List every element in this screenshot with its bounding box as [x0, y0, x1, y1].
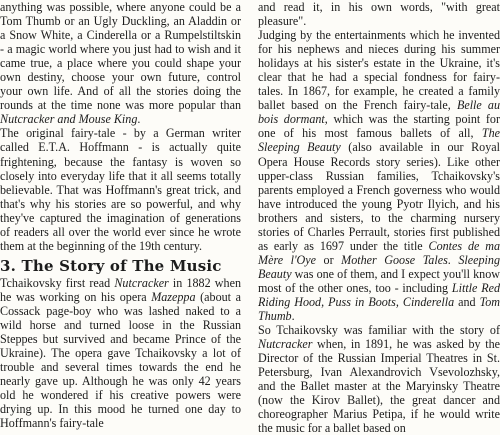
text-run: (about a Cossack page-boy who was lashed naked to a wild horse and turned loose in the Russian Steppes but survived and became Prince of the Ukraine). The opera gave Tchaikovsky a lot of trouble and several times towards the end he nearly gave up. Although he was only 42 years old he wondered if his creative powers were drying up. In this mood he turned one day to Hoffmann's fairy-tale	[0, 289, 241, 431]
text-run: (also available in our Royal Opera House Records story series). Like other upper-class Russian families, Tchaikovsky's parents employed a French governess who would have introduced the young Pyotr Ilyich, and his brothers and sisters, to the charming nursery stories of Charles Perrault, stories first published as early as 1697 under the title	[258, 140, 500, 253]
text-run: , which was the starting point for one of his most famous ballets of all,	[258, 112, 500, 141]
title-italic: Nutcracker	[258, 337, 313, 352]
title-italic: Sleeping Beauty	[258, 252, 500, 281]
text-run: when, in 1891, he was asked by the Director of the Russian Imperial Theatres in St. Petersburg, Ivan Alexandrovich Vsevolozhsky, and the Ballet master at the Maryinsky Theatre (now the Kirov Ballet), the great dancer and choreographer Marius Petipa, if he would write the music for a ballet based on	[258, 337, 500, 435]
paragraph	[258, 323, 500, 435]
text-run: was one of them, and I expect you'll know most of the other ones, too - including	[258, 266, 500, 295]
text-run: .	[291, 309, 295, 324]
section-heading: 3. The Story of The Music	[0, 256, 222, 275]
right-column	[258, 0, 500, 435]
title-italic: Contes de ma Mère l'Oye	[258, 238, 500, 267]
title-italic: Little Red Riding Hood, Puss in Boots, Cinderella	[258, 280, 500, 309]
left-column	[0, 0, 241, 430]
paragraph: The original fairy-tale - by a German writer called E.T.A. Hoffmann - is actually quite frightening, because the fantasy is woven so closely into everyday life that it all seems totally believable. That was Hoffmann's great trick, and that's why his stories are so powerful, and why they've captured the imagination of generations of readers all over the world ever since he wrote them at the beginning of the 19th century.	[0, 126, 241, 253]
text-run: .	[137, 112, 141, 127]
title-italic: Nutcracker and Mouse King	[0, 112, 138, 127]
title-italic: Mazeppa	[151, 289, 196, 304]
text-run: anything was possible, where anyone could be a Tom Thumb or an Ugly Duckling, an Aladdin or a Snow White, a Cinderella or a Rumpelstiltskin - a magic world where you just had to wish and it came true, a place where you could shape your own destiny, choose your own future, control your own life. And of all the stories doing the rounds at the time none was more popular than	[0, 0, 241, 113]
text-run: .	[447, 252, 459, 267]
text-run: and	[454, 294, 480, 309]
title-italic: Belle au bois dormant	[258, 98, 500, 127]
title-italic: Nutcracker	[114, 275, 169, 290]
text-run: in 1882 when he was working on his opera	[0, 275, 241, 304]
paragraph: and read it, in his own words, "with great pleasure".	[258, 0, 500, 29]
text-run: So Tchaikovsky was familiar with the story of	[258, 323, 500, 338]
paragraph	[0, 276, 241, 431]
paragraph	[258, 28, 500, 323]
paragraph	[0, 0, 241, 126]
text-run: Tchaikovsky first read	[0, 275, 115, 290]
text-run: or	[316, 252, 342, 267]
title-italic: Tom Thumb	[258, 294, 500, 324]
text-run: Judging by the entertainments which he invented for his nephews and nieces during his summer holidays at his sister's estate in the Ukraine, it's clear that he had a special fondness for fairy-tales. In 1867, for example, he created a family ballet based on the French fairy-tale,	[258, 28, 500, 113]
title-italic: Mother Goose Tales	[341, 252, 448, 267]
title-italic: The Sleeping Beauty	[258, 126, 500, 155]
